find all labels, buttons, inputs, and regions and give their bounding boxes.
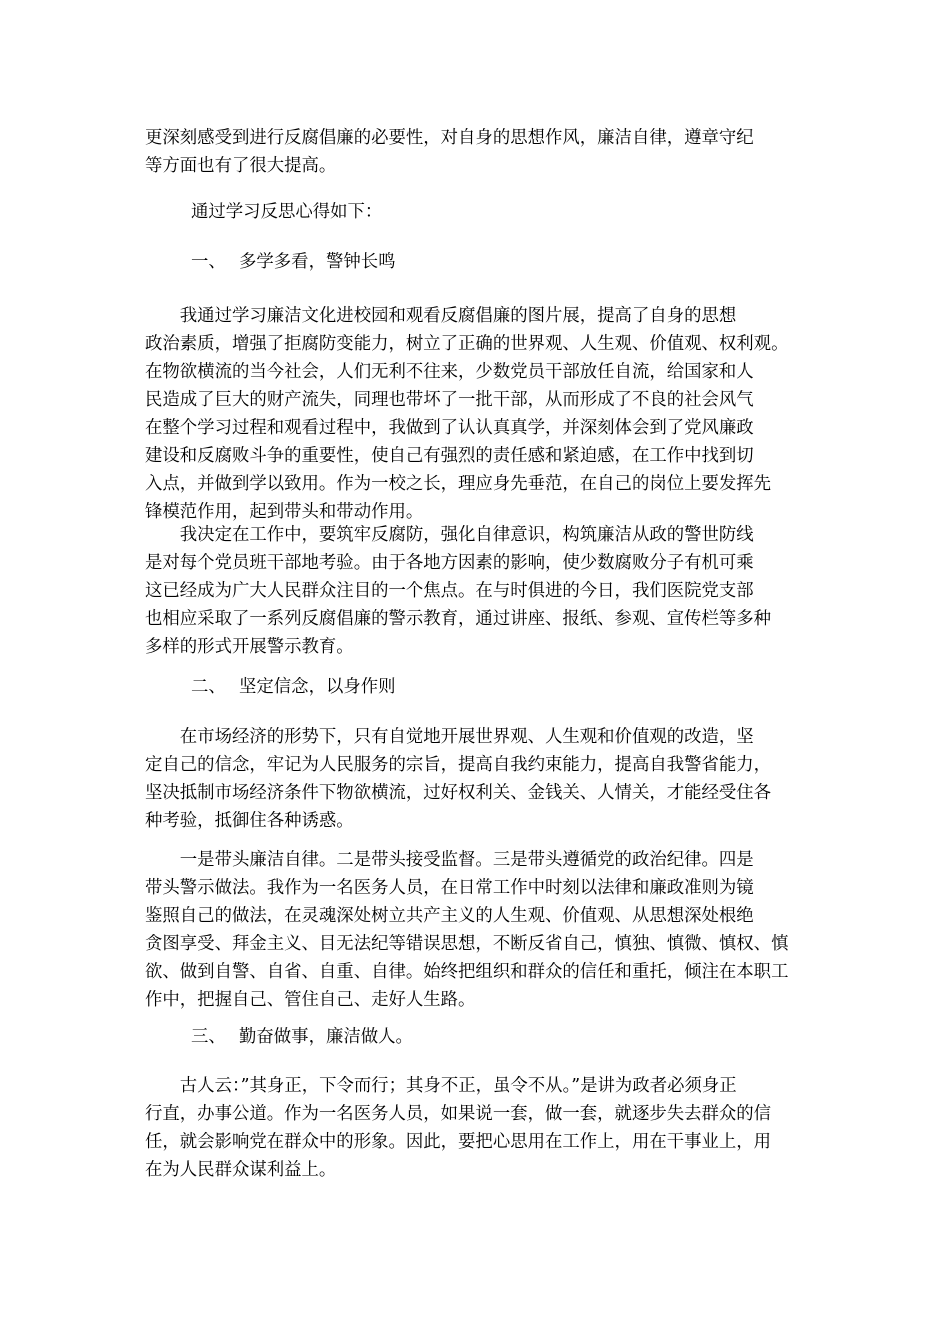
text-line: 古人云：”其身正，下令而行；其身不正，虽令不从。”是讲为政者必须身正 [145,1076,737,1096]
paragraph-4 [145,846,809,1014]
text-line: 一是带头廉洁自律。二是带头接受监督。三是带头遵循党的政治纪律。四是 [145,850,754,870]
text-line: 在物欲横流的当今社会，人们无利不往来，少数党员干部放任自流，给国家和人 [145,362,754,382]
text-line: 建设和反腐败斗争的重要性，使自己有强烈的责任感和紧迫感，在工作中找到切 [145,446,754,466]
section-title: 勤奋做事，廉洁做人。 [239,1027,413,1047]
text-line: 更深刻感受到进行反腐倡廉的必要性，对自身的思想作风，廉洁自律，遵章守纪 [145,128,754,148]
section-title: 多学多看，警钟长鸣 [239,252,396,272]
text-line: 贪图享受、拜金主义、目无法纪等错误思想，不断反省自己，慎独、慎微、慎权、慎 [145,934,789,954]
text-line: 这已经成为广大人民群众注目的一个焦点。在与时俱进的今日，我们医院党支部 [145,581,754,601]
text-line: 在整个学习过程和观看过程中，我做到了认认真真学，并深刻体会到了党风廉政 [145,418,754,438]
text-line: 在市场经济的形势下，只有自觉地开展世界观、人生观和价值观的改造，坚 [145,727,754,747]
text-line: 多样的形式开展警示教育。 [145,637,354,657]
text-line: 也相应采取了一系列反腐倡廉的警示教育，通过讲座、报纸、参观、宣传栏等多种 [145,609,772,629]
paragraph-5 [145,1072,809,1184]
text-line: 我通过学习廉洁文化进校园和观看反腐倡廉的图片展，提高了自身的思想 [145,306,737,326]
text-line: 坚决抵制市场经济条件下物欲横流，过好权利关、金钱关、人情关，才能经受住各 [145,783,772,803]
text-line: 民造成了巨大的财产流失，同理也带坏了一批干部，从而形成了不良的社会风气 [145,390,754,410]
intro-line: 通过学习反思心得如下： [191,202,383,222]
paragraph-1 [145,302,809,526]
text-line: 锋模范作用，起到带头和带动作用。 [145,502,424,522]
paragraph-continuation [145,124,809,180]
text-line: 我决定在工作中，要筑牢反腐防，强化自律意识，构筑廉洁从政的警世防线 [145,525,754,545]
text-line: 任，就会影响党在群众中的形象。因此，要把心思用在工作上，用在干事业上，用 [145,1132,772,1152]
text-line: 定自己的信念，牢记为人民服务的宗旨，提高自我约束能力，提高自我警省能力， [145,755,772,775]
section-heading-3 [191,1023,413,1051]
text-line: 入点，并做到学以致用。作为一校之长，理应身先垂范，在自己的岗位上要发挥先 [145,474,772,494]
text-line: 作中，把握自己、管住自己、走好人生路。 [145,990,476,1010]
text-line: 欲、做到自警、自省、自重、自律。始终把组织和群众的信任和重托，倾注在本职工 [145,962,789,982]
paragraph-3 [145,723,809,835]
section-heading-2 [191,673,396,701]
text-line: 带头警示做法。我作为一名医务人员，在日常工作中时刻以法律和廉政准则为镜 [145,878,754,898]
section-heading-1 [191,248,396,276]
text-line: 在为人民群众谋利益上。 [145,1160,337,1180]
text-line: 政治素质，增强了拒腐防变能力，树立了正确的世界观、人生观、价值观、权利观。 [145,334,789,354]
section-number: 三、 [191,1027,226,1047]
text-line: 鉴照自己的做法，在灵魂深处树立共产主义的人生观、价值观、从思想深处根绝 [145,906,754,926]
text-line: 种考验，抵御住各种诱惑。 [145,811,354,831]
text-line: 等方面也有了很大提高。 [145,156,337,176]
paragraph-2 [145,521,809,661]
text-line: 行直，办事公道。作为一名医务人员，如果说一套，做一套，就逐步失去群众的信 [145,1104,772,1124]
section-number: 二、 [191,677,226,697]
section-number: 一、 [191,252,226,272]
section-title: 坚定信念，以身作则 [239,677,396,697]
text-line: 是对每个党员班干部地考验。由于各地方因素的影响，使少数腐败分子有机可乘 [145,553,754,573]
